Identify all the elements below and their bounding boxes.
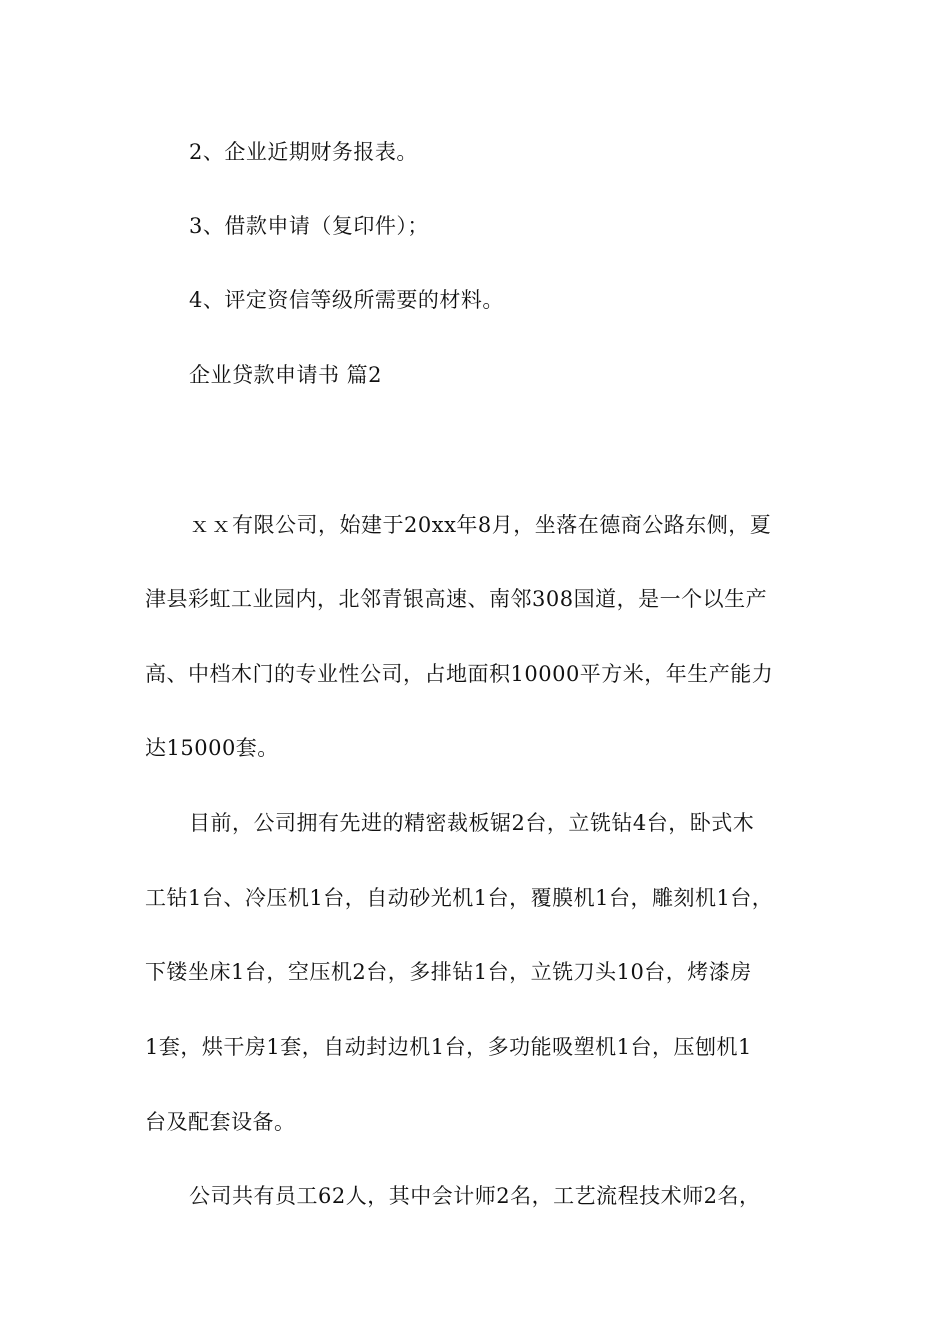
list-item-2: 2、企业近期财务报表。 xyxy=(189,140,418,164)
paragraph-1-line-1: ｘｘ有限公司，始建于20xx年8月，坐落在德商公路东侧，夏 xyxy=(189,513,772,537)
paragraph-2-line-1: 目前，公司拥有先进的精密裁板锯2台，立铣钻4台，卧式木 xyxy=(189,811,755,835)
paragraph-3-line-1: 公司共有员工62人，其中会计师2名，工艺流程技术师2名， xyxy=(189,1184,761,1208)
paragraph-1-line-3: 高、中档木门的专业性公司，占地面积10000平方米，年生产能力 xyxy=(145,662,774,686)
list-item-4: 4、评定资信等级所需要的材料。 xyxy=(189,288,504,312)
section-heading: 企业贷款申请书 篇2 xyxy=(189,363,383,387)
paragraph-2-line-3: 下镂坐床1台，空压机2台，多排钻1台，立铣刀头10台，烤漆房 xyxy=(145,960,752,984)
paragraph-2-line-5: 台及配套设备。 xyxy=(145,1110,296,1134)
paragraph-2-line-2: 工钻1台、冷压机1台，自动砂光机1台，覆膜机1台，雕刻机1台， xyxy=(145,886,774,910)
list-item-3: 3、借款申请（复印件）； xyxy=(189,214,429,238)
paragraph-1-line-2: 津县彩虹工业园内，北邻青银高速、南邻308国道，是一个以生产 xyxy=(145,587,768,611)
paragraph-2-line-4: 1套，烘干房1套，自动封边机1台，多功能吸塑机1台，压刨机1 xyxy=(145,1035,752,1059)
paragraph-1-line-4: 达15000套。 xyxy=(145,736,279,760)
